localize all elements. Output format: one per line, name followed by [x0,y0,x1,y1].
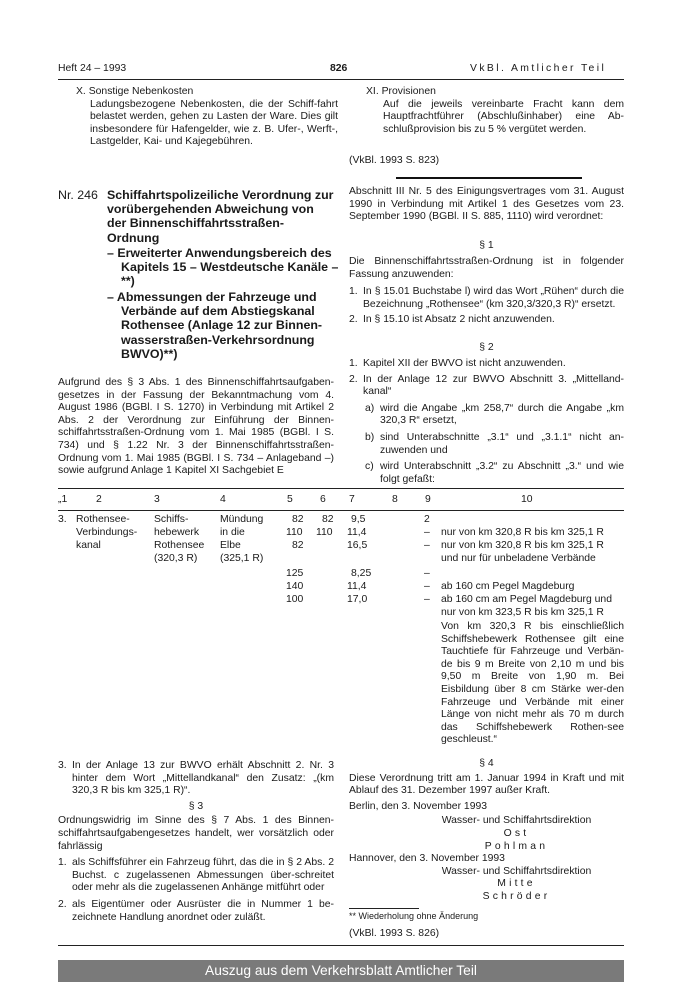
table-header: 3 [154,494,160,505]
table-header: 7 [349,494,355,505]
table-header-rule [58,510,624,511]
authority-2: Wasser- und Schiffahrtsdirektion [441,865,592,877]
table-cell: 2 [424,514,430,525]
list-item: 1. Kapitel XII der BWVO ist nicht anzuwenden. [349,358,566,369]
authority-1: Wasser- und Schiffahrtsdirektion [441,815,592,827]
table-header: 6 [320,494,326,505]
list-item: b) sind Unterabschnitte „3.1“ und „3.1.1“ nicht an-zuwenden und [365,431,624,456]
table-cell: ab 160 cm am Pegel Magdeburg und nur von km 323,5 R bis km 325,1 R [441,594,612,618]
table-cell: – [424,594,430,605]
reference-826: (VkBl. 1993 S. 826) [349,927,440,939]
page-number: 826 [330,63,348,74]
table-cell: Rothensee- [76,514,130,525]
paragraph-1-heading: § 1 [479,240,494,251]
signatory-1: Pohlman [484,840,549,852]
paragraph-3-text: Ordnungswidrig im Sinne des § 7 Abs. 1 des Binnen-schiffahrtsaufgabengesetzes handelt, wer vorsätzlich oder fahrlässig [58,815,334,852]
list-item: 2. In § 15.10 ist Absatz 2 nicht anzuwenden. [349,314,555,326]
table-cell: 82 [292,540,304,551]
footnote: ** Wiederholung ohne Änderung [349,910,479,921]
table-cell: 140 [286,581,304,592]
table-header: 5 [287,494,293,505]
paragraph-3-heading: § 3 [188,800,204,812]
table-top-rule [58,488,624,489]
list-item: 2. In der Anlage 12 zur BWVO Abschnitt 3. „Mittelland-kanal“ [349,373,624,398]
table-header: 8 [392,494,398,505]
ordinance-number: Nr. 246 [58,188,98,202]
reference-823: (VkBl. 1993 S. 823) [349,155,440,166]
paragraph-4-text: Diese Verordnung tritt am 1. Januar 1994 in Kraft und mit Ablauf des 31. Dezember 1997 außer Kraft. [349,772,624,797]
list-item: c) wird Unterabschnitt „3.2“ zu Abschnitt „3.“ und wie folgt gefaßt: [365,461,624,485]
preamble: Aufgrund des § 3 Abs. 1 des Binnenschiffahrtsaufgaben-gesetzes in der Fassung der Bekanntmachung vom 4. August 1986 (BGBl. I S. 1270) in Verbindung mit Artikel 2 Abs. 2 der Verordnung zur Einführung der Binnen-schiffahrtsstraßen-Ordnung vom 1. Mai 1985 (BGBl. I S. 734) und § 1.22 Nr. 3 der Binnenschiffahrtsstraßen-Ordnung vom 1. Mai 1985 (BGBl. I S. 734 – Anlageband –) sowie aufgrund Anlage 1 Kapitel XI Sachgebiet E [58,377,334,477]
table-cell: Elbe [220,540,241,551]
table-cell: – [424,581,430,592]
table-header: „1 [58,494,68,505]
place-date-2: Hannover, den 3. November 1993 [349,853,505,865]
running-header-left: Heft 24 – 1993 [58,63,127,74]
table-cell: 3. [58,514,67,525]
paragraph-1-text: Die Binnenschiffahrtsstraßen-Ordnung ist in folgender Fassung anzuwenden: [349,256,624,280]
header-rule [58,79,624,80]
table-cell: – [424,527,430,538]
table-cell: Rothensee [154,540,205,551]
table-cell: Mündung [220,514,264,525]
running-header-right: VkBl. Amtlicher Teil [470,63,607,74]
bottom-rule [58,945,624,946]
table-cell: 82 [292,514,304,525]
ordinance-subtitle-2: – Abmessungen der Fahrzeuge und Verbände auf dem Abstiegskanal Rothensee (Anlage 12 zur Binnen-wasserstraßen-Verkehrsordnung BWVO)**) [107,290,323,361]
ordinance-subtitle-1: – Erweiterter Anwendungsbereich des Kapitels 15 – Westdeutsche Kanäle –**) [107,246,339,289]
list-item: 1. In § 15.01 Buchstabe l) wird das Wort „Rühen“ durch die Bezeichnung „Rothensee“ (km 320,3/320,3 R)“ ersetzt. [349,286,624,310]
list-item: 2. als Eigentümer oder Ausrüster die in Nummer 1 be-zeichnete Handlung anordnet oder zuläßt. [58,898,334,923]
right-intro: Abschnitt III Nr. 5 des Einigungsvertrages vom 31. August 1990 in Verbindung mit Artikel 1 des Gesetzes vom 23. September 1990 (BGBl. II S. 885, 1110) wird verordnet: [349,186,624,223]
section-xi-title: XI. Provisionen [366,86,436,97]
place-date-1: Berlin, den 3. November 1993 [349,800,488,812]
table-cell: (325,1 R) [220,553,264,564]
table-cell: nur von km 320,8 R bis km 325,1 R und nur für unbeladene Verbände [441,540,604,564]
section-xi [366,86,624,136]
table-cell: 8,25 [351,568,372,579]
table-cell: nur von km 320,8 R bis km 325,1 R [441,527,604,538]
directorate-1: Ost [503,827,530,839]
paragraph-1-list [349,286,624,327]
table-cell: 82 [322,514,334,525]
section-x-text: Ladungsbezogene Nebenkosten, die der Schiff-fahrt belastet werden, gehen zu Lasten der Ware. Dies gilt insbesondere für Hafengelder, wie z. B. Ufer-, Werft-, Lastgelder, Kai- und Kajegebühren. [90,98,338,148]
table-cell: 110 [316,527,333,538]
table-cell: – [424,568,430,579]
list-item: a) wird die Angabe „km 258,7“ durch die Angabe „km 320,3 R“ ersetzt, [365,402,624,427]
footer-banner: Auszug aus dem Verkehrsblatt Amtlicher Teil [58,960,624,982]
table-cell: 100 [286,594,304,605]
table-header: 4 [220,494,226,505]
section-x-title: X. Sonstige Nebenkosten [76,86,194,97]
table-cell: kanal [76,540,101,551]
table-cell: 110 [286,527,303,538]
directorate-2: Mitte [497,878,536,890]
table-header: 9 [425,494,431,505]
table-cell: 17,0 [347,594,368,605]
table-cell: – [424,540,430,551]
list-item: 1. als Schiffsführer ein Fahrzeug führt, das die in § 2 Abs. 2 Buchst. c zugelassenen Abmessungen über-schreitet oder mehr als die zugelassenen Anhänge mitführt oder [58,857,334,894]
table-cell: ab 160 cm Pegel Magdeburg [441,581,575,592]
footnote-rule [349,908,419,909]
table-header: 2 [96,494,102,505]
separator-rule [396,177,582,179]
section-x [76,86,338,149]
table-cell: 9,5 [351,514,366,525]
paragraph-2-heading: § 2 [479,342,494,353]
table-cell: in die [220,527,245,538]
paragraph-2-list [349,358,624,486]
table-cell: hebewerk [154,527,200,538]
table-cell: Schiffs- [154,514,189,525]
table-cell: Verbindungs- [76,527,138,538]
table-header: 10 [521,494,533,505]
table-cell: 11,4 [347,581,367,592]
bottom-left [58,760,334,924]
table-cell: 125 [286,568,304,579]
table-body [58,514,624,754]
section-xi-text: Auf die jeweils vereinbarte Fracht kann dem Hauptfrachtführer (Abschlußinhaber) eine Ab-schlußprovision bis zu 5 % vergütet werden. [383,98,624,135]
ordinance-title: Schiffahrtspolizeiliche Verordnung zur vorübergehenden Abweichung von der Binnenschiffahrtsstraßen-Ordnung [107,188,334,245]
bottom-right [349,758,624,940]
paragraph-4-heading: § 4 [479,758,494,769]
table-note: Von km 320,3 R bis einschließlich Schiffshebewerk Rothensee gilt eine Tauchtiefe für Fahrzeuge und Verbän-de bis 9 m Breite von 2,10 m und bis 9,50 m Breite von 1,90 m. Bei Eisbildung über 8 cm Stärke wer-den Fahrzeuge und Verbände mit einer Länge von nicht mehr als 70 m durch das Schiffshebewerk Rothen-see geschleust.“ [441,621,624,746]
table-cell: 11,4 [347,527,367,538]
table-cell: 16,5 [347,540,368,551]
table-cell: (320,3 R) [154,553,198,564]
signatory-2: Schröder [482,890,551,902]
list-item: 3. In der Anlage 13 zur BWVO erhält Abschnitt 2. Nr. 3 hinter dem Wort „Mittellandkanal“ den Zusatz: „(km 320,3 R bis km 325,1 R)“. [58,760,334,797]
